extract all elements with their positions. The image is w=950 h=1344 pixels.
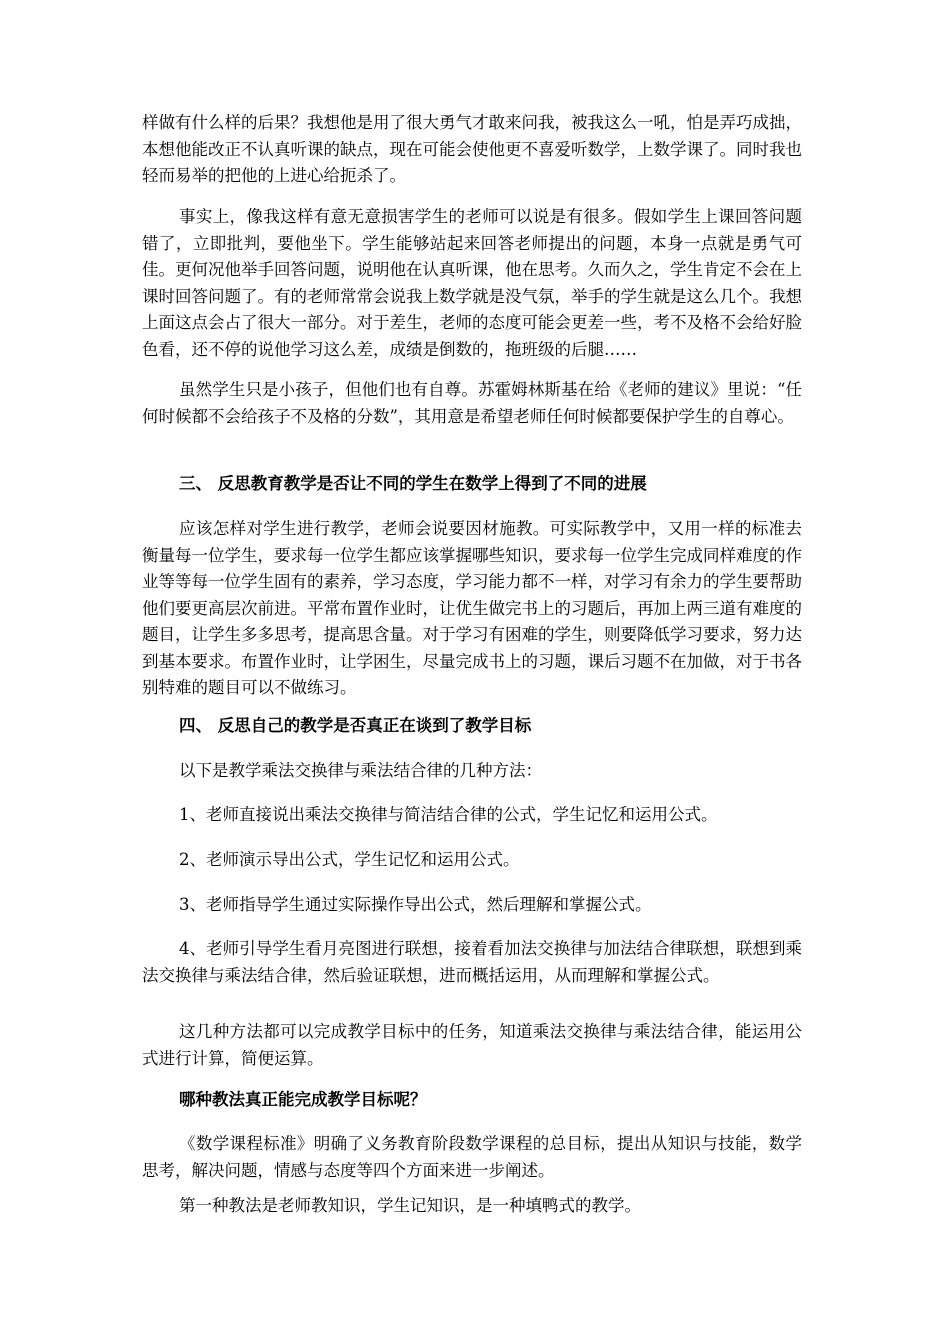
paragraph-methods-summary: 这几种方法都可以完成教学目标中的任务，知道乘法交换律与乘法结合律，能运用公式进行计算，简便运算。: [142, 1022, 802, 1068]
section-heading-3: 三、 反思教育教学是否让不同的学生在数学上得到了不同的进展: [179, 474, 647, 493]
section-heading-4: 四、 反思自己的教学是否真正在谈到了教学目标: [179, 716, 532, 735]
subheading-question: 哪种教法真正能完成教学目标呢？: [179, 1090, 427, 1109]
paragraph-first-method: 第一种教法是老师教知识，学生记知识，是一种填鸭式的教学。: [179, 1196, 641, 1215]
list-item-method-2: 2、老师演示导出公式，学生记忆和运用公式。: [179, 850, 520, 869]
paragraph-self-esteem: 虽然学生只是小孩子，但他们也有自尊。苏霍姆林斯基在给《老师的建议》里说：“任何时候都不会给孩子不及格的分数”，其用意是希望老师任何时候都要保护学生的自尊心。: [142, 380, 802, 426]
paragraph-consequence: 样做有什么样的后果？我想他是用了很大勇气才敢来问我，被我这么一吼，怕是弄巧成拙，本想他能改正不认真听课的缺点，现在可能会使他更不喜爱听数学，上数学课了。同时我也轻而易举的把他的上进心给扼杀了。: [142, 113, 802, 185]
paragraph-curriculum-standard: 《数学课程标准》明确了义务教育阶段数学课程的总目标，提出从知识与技能，数学思考，解决问题，情感与态度等四个方面来进一步阐述。: [142, 1134, 802, 1180]
list-item-method-4: 4、老师引导学生看月亮图进行联想，接着看加法交换律与加法结合律联想，联想到乘法交换律与乘法结合律，然后验证联想，进而概括运用，从而理解和掌握公式。: [142, 939, 802, 985]
paragraph-methods-intro: 以下是教学乘法交换律与乘法结合律的几种方法：: [179, 761, 542, 780]
list-item-method-3: 3、老师指导学生通过实际操作导出公式，然后理解和掌握公式。: [179, 895, 652, 914]
list-item-method-1: 1、老师直接说出乘法交换律与简洁结合律的公式，学生记忆和运用公式。: [179, 805, 718, 824]
paragraph-differentiated-teaching: 应该怎样对学生进行教学，老师会说要因材施教。可实际教学中，又用一样的标准去衡量每一位学生，要求每一位学生都应该掌握哪些知识，要求每一位学生完成同样难度的作业等等每一位学生固有的素养，学习态度，学习能力都不一样，对学习有余力的学生要帮助他们要更高层次前进。平常布置作业时，让优生做完书上的习题后，再加上两三道有难度的题目，让学生多多思考，提高思含量。对于学习有困难的学生，则要降低学习要求，努力达到基本要求。布置作业时，让学困生，尽量完成书上的习题，课后习题不在加做，对于书各别特难的题目可以不做练习。: [142, 519, 802, 697]
paragraph-harming-students: 事实上，像我这样有意无意损害学生的老师可以说是有很多。假如学生上课回答问题错了，立即批判，要他坐下。学生能够站起来回答老师提出的问题，本身一点就是勇气可佳。更何况他举手回答问题，说明他在认真听课，他在思考。久而久之，学生肯定不会在上课时回答问题了。有的老师常常会说我上数学就是没气氛，举手的学生就是这么几个。我想上面这点会占了很大一部分。对于差生，老师的态度可能会更差一些，考不及格不会给好脸色看，还不停的说他学习这么差，成绩是倒数的，拖班级的后腿……: [142, 207, 802, 359]
